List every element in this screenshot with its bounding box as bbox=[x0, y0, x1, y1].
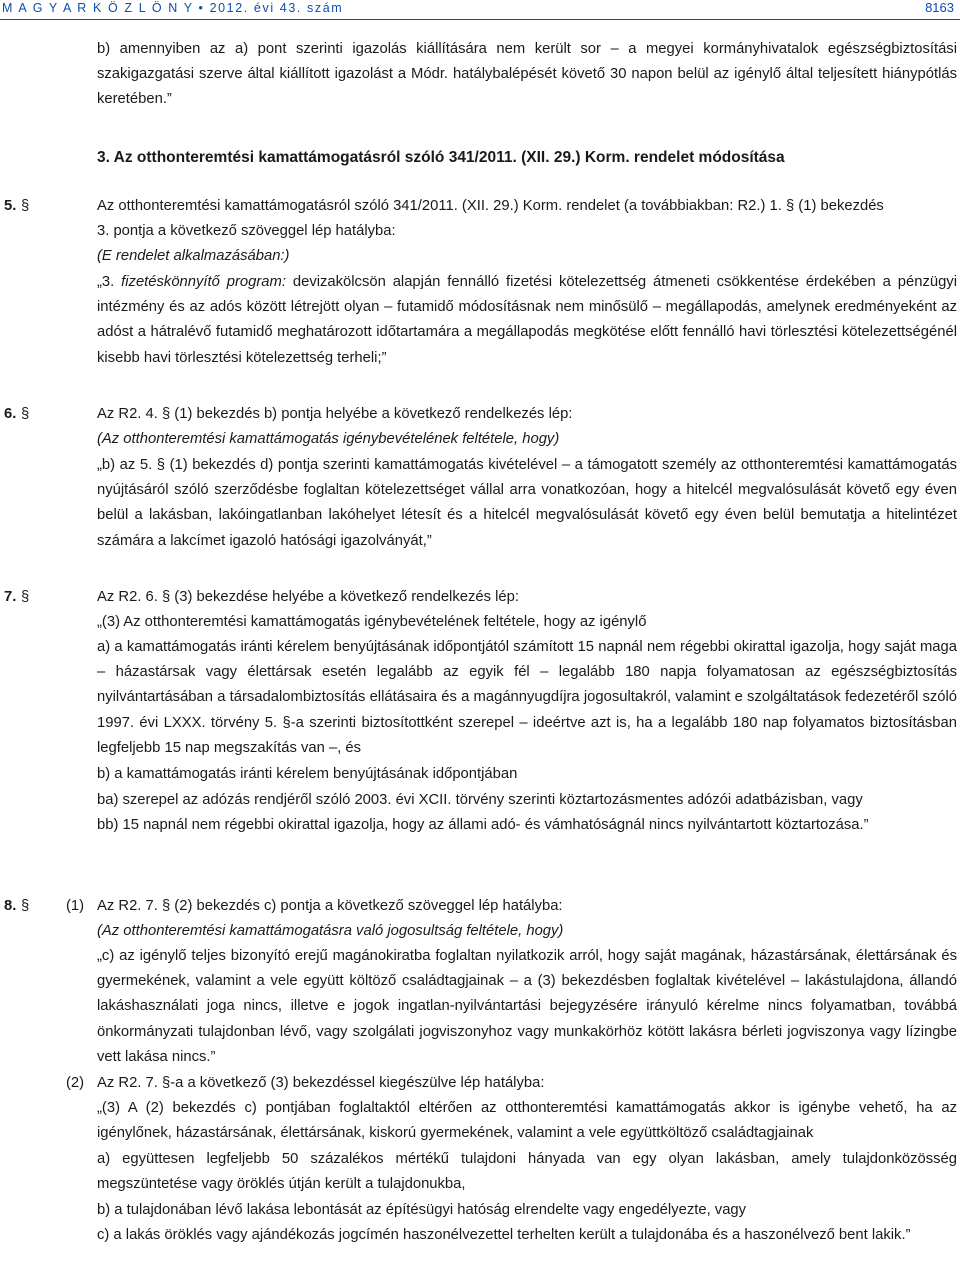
s8-sub2-item-c: c) a lakás öröklés vagy ajándékozás jogcímén haszonélvezettel terhelten került a tulajdonába és a haszonélvező bent lakik.” bbox=[97, 1227, 911, 1243]
section-number-5: 5. bbox=[4, 198, 17, 214]
s8-sub2-item-b: b) a tulajdonában lévő lakása lebontását az építésügyi hatóság elrendelte vagy engedélyezte, vagy bbox=[97, 1202, 747, 1218]
section-number-6: 6. bbox=[4, 406, 17, 422]
s5-line-2: 3. pontja a következő szöveggel lép hatályba: bbox=[97, 223, 396, 239]
journal-title: M A G Y A R K Ö Z L Ö N Y • 2012. évi 43. szám bbox=[2, 1, 344, 15]
s8-sub-2-number: (2) bbox=[66, 1075, 85, 1091]
s8-sub1-line-2: (Az otthonteremtési kamattámogatásra való jogosultság feltétele, hogy) bbox=[97, 923, 564, 939]
s8-sub1-body: „c) az igénylő teljes bizonyító erejű magánokiratba foglaltan nyilatkozik arról, hogy saját magának, házastársának, élettársának és gyermekének, valamint a vele együtt költöző családtagjainak – a (3) bekezdésben foglaltak kivételével – lakástulajdona, állandó lakáshasználati joga nincs, illetve e jogok ingatlan-nyilvántartási bejegyzésére irányuló kérelme nincs folyamatban, továbbá önkormányzati tulajdonban lévő, vagy szolgálati jogviszonyhoz vagy munkakörhöz kötött lakásra bérleti jogviszonya vagy lízingbe vett lakása nincs.” bbox=[97, 948, 957, 1065]
s7-line-1: Az R2. 6. § (3) bekezdése helyébe a következő rendelkezés lép: bbox=[97, 589, 519, 605]
s8-sub-1-number: (1) bbox=[66, 898, 85, 914]
paragraph-sign-5: § bbox=[21, 198, 30, 214]
s6-line-1: Az R2. 4. § (1) bekezdés b) pontja helyébe a következő rendelkezés lép: bbox=[97, 406, 573, 422]
s7-item-a: a) a kamattámogatás iránti kérelem benyújtásának időpontjától számított 15 napnál nem régebbi okirattal igazolja, hogy saját maga – házastársak vagy élettársak esetén legalább az egyik fél – legalább 180 napja folyamatosan az egészségbiztosítás nyilvántartásában a társadalombiztosítás ellátásaira és a magánnyugdíjra jogosultakról, valamint e szolgáltatások fedezetéről szóló 1997. évi LXXX. törvény 5. §-a szerinti biztosítottként szerepel – ideértve azt is, ha a legalább 180 nap folyamatos biztosításban legfeljebb 15 nap megszakítás van –, és bbox=[97, 639, 957, 756]
s8-sub1-line-1: Az R2. 7. § (2) bekezdés c) pontja a következő szöveggel lép hatályba: bbox=[97, 898, 563, 914]
paragraph-sign-7: § bbox=[21, 589, 30, 605]
s5-quote-term: fizetéskönnyítő program: bbox=[121, 274, 286, 290]
s8-sub2-item-a: a) együttesen legfeljebb 50 százalékos mértékű tulajdoni hányada van egy olyan lakásban, amely tulajdonközösség megszüntetése vagy öröklés útján került a tulajdonukba, bbox=[97, 1151, 957, 1193]
paragraph-sign-6: § bbox=[21, 406, 30, 422]
page-number: 8163 bbox=[925, 0, 954, 15]
page-header bbox=[0, 0, 960, 16]
s6-body: „b) az 5. § (1) bekezdés d) pontja szerinti kamattámogatás kivételével – a támogatott személy az otthonteremtési kamattámogatás nyújtásáról szóló szerződésbe foglaltan kötelezettséget vállal arra vonatkozóan, hogy a hitelcél megvalósulását követő egy éven belül a lakásban, lakóingatlanban lakóhelyet létesít és a hitelcél megvalósulását követő egy éven belül bemutatja a hitelintézet számára a lakcímet igazoló hatósági igazolványát,” bbox=[97, 457, 957, 549]
s5-quote bbox=[97, 270, 957, 371]
s7-item-ba: ba) szerepel az adózás rendjéről szóló 2003. évi XCII. törvény szerinti köztartozásmentes adózói adatbázisban, vagy bbox=[97, 792, 863, 808]
header-rule bbox=[0, 19, 960, 20]
s5-line-3: (E rendelet alkalmazásában:) bbox=[97, 248, 290, 264]
s5-line-1: Az otthonteremtési kamattámogatásról szóló 341/2011. (XII. 29.) Korm. rendelet (a továbbiakban: R2.) 1. § (1) bekezdés bbox=[97, 198, 884, 214]
s7-line-2: „(3) Az otthonteremtési kamattámogatás igénybevételének feltétele, hogy az igénylő bbox=[97, 614, 647, 630]
intro-paragraph-b: b) amennyiben az a) pont szerinti igazolás kiállítására nem került sor – a megyei kormányhivatalok egészségbiztosítási szakigazgatási szerve által kiállított igazolást a Módr. hatálybalépését követő 30 napon belül az igénylő által teljesített hiánypótlás keretében.” bbox=[97, 41, 957, 108]
section-number-8: 8. bbox=[4, 898, 17, 914]
s6-line-2: (Az otthonteremtési kamattámogatás igénybevételének feltétele, hogy) bbox=[97, 431, 560, 447]
s7-item-bb: bb) 15 napnál nem régebbi okirattal igazolja, hogy az állami adó- és vámhatóságnál nincs nyilvántartott köztartozása.” bbox=[97, 817, 869, 833]
paragraph-sign-8: § bbox=[21, 898, 30, 914]
s8-sub2-line-1: Az R2. 7. §-a a következő (3) bekezdéssel kiegészülve lép hatályba: bbox=[97, 1075, 545, 1091]
s8-sub2-body: „(3) A (2) bekezdés c) pontjában foglaltaktól eltérően az otthonteremtési kamattámogatás akkor is igénybe vehető, ha az igénylőnek, házastársának, élettársának, kiskorú gyermekének, valamint a vele együttköltöző családtagjainak bbox=[97, 1100, 957, 1142]
section-heading-3: 3. Az otthonteremtési kamattámogatásról szóló 341/2011. (XII. 29.) Korm. rendelet módosítása bbox=[97, 149, 785, 166]
s7-item-b: b) a kamattámogatás iránti kérelem benyújtásának időpontjában bbox=[97, 766, 518, 782]
s5-quote-start: „3. bbox=[97, 274, 122, 290]
s5-quote-rest: devizakölcsön alapján fennálló fizetési kötelezettség átmeneti csökkentése érdekében a pénzügyi intézmény és az adós között létrejött olyan – futamidő módosításnak nem minősülő – megállapodás, amelynek eredményeként az adóst a hátralévő futamidő meghatározott időtartamára a megállapodás megkötése előtt fennálló havi törlesztési kötelezettségénél kisebb havi törlesztési kötelezettség terheli;” bbox=[97, 274, 957, 366]
section-number-7: 7. bbox=[4, 589, 17, 605]
